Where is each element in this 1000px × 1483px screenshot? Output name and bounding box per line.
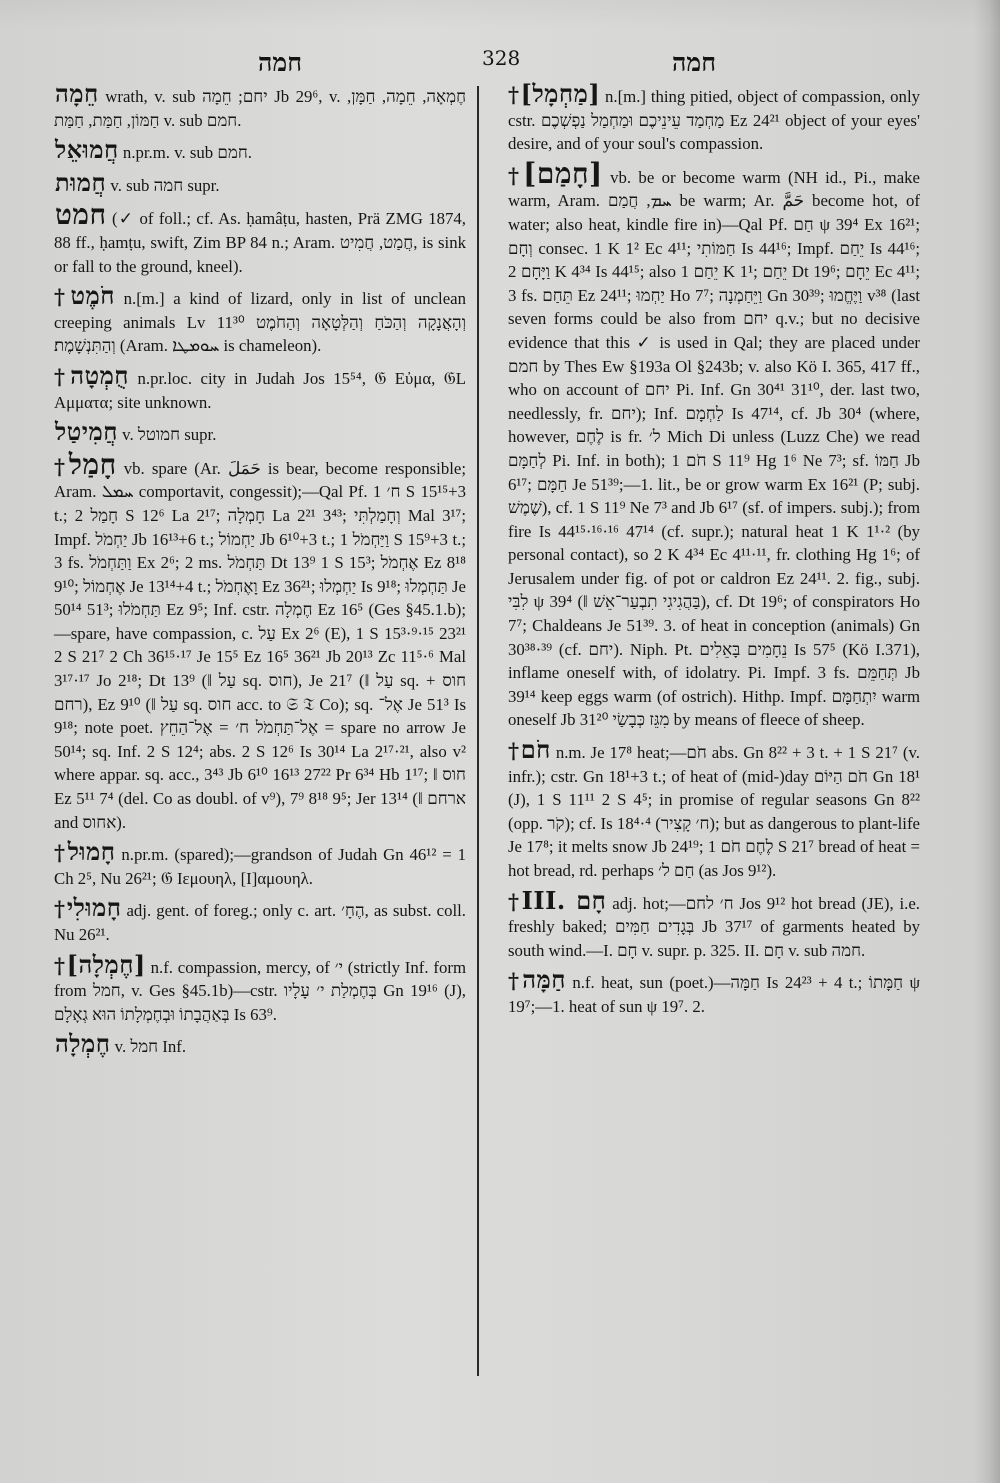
entry-text: n.[m.] a kind of lizard, only in list of unclean creeping animals Lv 11³⁰ וְהָאֲנָקָה וְהַכֹּחַ וְהַלְּטָאָה וְהַחֹמֶט וְהַתִּנְשָׁמֶת׃ (Aram. ܚܘܡܛܐ is chameleon). [54, 289, 466, 356]
headword: III. חָם [521, 885, 607, 915]
running-head-right: חמה [672, 48, 716, 77]
headword: חֲמוּאֵל [55, 135, 119, 165]
entry-text: n.f. heat, sun (poet.)—חַמָּה Is 24²³ + 4 t.; חַמָּתוֹ ψ 19⁷;—1. heat of sun ψ 19⁷. 2. [508, 973, 920, 1016]
dagger-mark: † [508, 888, 521, 914]
headword: חֻמְטָה [70, 360, 129, 390]
headword: חֶמְלָה [55, 1029, 111, 1059]
dagger-mark: † [508, 82, 520, 107]
dagger-mark: † [508, 162, 523, 188]
dagger-mark: † [508, 738, 520, 764]
entry-mahmal [508, 79, 920, 156]
entry-text: wrath, v. sub יחם; חֵמָה Jb 29⁶, v. חֶמְאָה, חֵמָה, חַמָּן, חַמּוֹן, חַמַּת, חַמַּת v. sub חמם. [54, 87, 466, 130]
entry-text: vb. be or become warm (NH id., Pi., make warm, Aram. ܚܡ, חֲמַם be warm; Ar. حَمَّ become hot, of water; also heat, kindle fire in)—Qal Pf. חַם ψ 39⁴ Ex 16²¹; וְחָם consec. 1 K 1² Ec 4¹¹; חַמּוֹתִי Is 44¹⁶; Impf. יֵחַם Is 44¹⁶; וַיָּחָם 2 K 4³⁴ Is 44¹⁵; also יֵחַם 1 K 1¹; יֵחַם Dt 19⁶; יֵחָם Ec 4¹¹; 3 fs. תֵּחַם Ez 24¹¹; יַחְמוּ Ho 7⁷; וַיֵּחַמְנָה Gn 30³⁹; וַיֶּחֱמוּ v³⁸ (last seven forms could be also from יחם q.v.; but no decisive evidence that this ✓ is used in Qal; they are placed under חמם by Thes Ew §193a Ol §243b; v. also Kö I. 365, 417 ff., who on account of יחם Pi. Inf. Gn 30⁴¹ 31¹⁰, der. last two, needlessly, fr. יחם); Inf. לַחְמָם Is 47¹⁴, cf. Jb 30⁴ (where, however, לֶחֶם is fr. ל׳ Mich Di unless (Luzz Che) we read לְחַמָּם Pi. Inf. in both); חֹם 1 S 11⁹ Hg 1⁶ Ne 7³; sf. חַמּוֹ Jb 6¹⁷; חַמָּם Je 51³⁹;—1. lit., be or grow warm Ex 16²¹ (P; subj. שֶׁמֶשׁ), cf. 1 S 11⁹ Ne 7³ and Jb 6¹⁷ (sf. of impers. subj.); from fire Is 44¹⁵·¹⁶·¹⁶ 47¹⁴ (cf. supr.); natural heat 1 K 1¹·² (by personal contact), so 2 K 4³⁴ Ec 4¹¹·¹¹, fr. clothing Hg 1⁶; of Jerusalem under fig. of pot or caldron Ez 24¹¹. 2. fig., subj. לִבִּי ψ 39⁴ (‖ בַּהֲגִיגִי תִבְעַר־אֵשׁ), cf. Dt 19⁶; of conspirators Ho 7⁷; Chaldeans Je 51³⁹. 3. of heat in conception (animals) Gn 30³⁸·³⁹ (cf. יחם). Niph. Pt. נֵחָמִים בָּאֵלִים Is 57⁵ (Kö I.371), inflame oneself with, of idolatry. Pi. Impf. 3 fs. תְּחַמֵּם Jb 39¹⁴ keep eggs warm (of ostrich). Hithp. Impf. יִתְחַמָּם warm oneself Jb 31²⁰ מִגֵּז כְּבָשַׂי by means of fleece of sheep. [508, 167, 921, 730]
running-head-left: חמה [258, 48, 302, 77]
entry-text: n.f. compassion, mercy, of י׳ (strictly Inf. form from חמל, v. Ges §45.1b)—cstr. בְּחֶמְלַת י׳ עָלָיו Gn 19¹⁶ (J), בְּאַהֲבָתוֹ וּבְחֶמְלָתוֹ הוּא גְאָלָם Is 63⁹. [54, 957, 466, 1024]
entry-text: adj. hot;—ח׳ לחם Jos 9¹² hot bread (JE), i.e. freshly baked; בְּגָדִים חַמִּים Jb 37¹⁷ of garments heated by south wind.—I. חָם v. supr. p. 325. II. חָם v. sub חמה. [508, 893, 920, 960]
entry-text: n.pr.loc. city in Judah Jos 15⁵⁴, 𝔊 Εὐμα, 𝔊L Αμματα; site unknown. [54, 368, 466, 412]
entry-hamut [54, 167, 466, 198]
entry-hamam [508, 156, 921, 732]
right-column [508, 79, 921, 1025]
headword: חֲמִיטַל [55, 417, 118, 447]
headword: [מַחְמָל] [520, 79, 601, 108]
entry-text: (✓ of foll.; cf. As. ḥamâṭu, hasten, Prä ZMG 1874, 88 ff., ḥamṭu, swift, Zim BP 84 n.; Aram. חֲמַט, חֲמִיט, is sink or fall to the ground, kneel). [54, 209, 466, 276]
entry-text: n.pr.m. (spared);—grandson of Judah Gn 46¹² = 1 Ch 2⁵, Nu 26²¹; 𝔊 Ιεμουηλ, [Ι]αμουηλ. [54, 845, 466, 888]
entry-text: n.m. Je 17⁸ heat;—חֹם abs. Gn 8²² + 3 t. + 1 S 21⁷ (v. infr.); cstr. Gn 18¹+3 t.; of heat of (mid-)day חֹם הַיּוֹם Gn 18¹ (J), 1 S 11¹¹ 2 S 4⁵; in promise of regular seasons Gn 8²² (opp. קֹר); cf. Is 18⁴·⁴ (ח׳ קָצִיר); but as dangerous to plant-life Je 17⁸; it melts snow Jb 24¹⁹; לֶחֶם חֹם 1 S 21⁷ bread of heat = hot bread, rd. perhaps חַם ל׳ (as Jos 9¹²). [508, 743, 921, 880]
entry-ham-adj [508, 885, 920, 963]
dagger-mark: † [54, 453, 68, 479]
page-shading [0, 0, 1000, 30]
entry-text: n.pr.m. v. sub חמם. [122, 143, 252, 163]
entry-hom [508, 735, 921, 883]
entry-root-hmt [54, 198, 466, 278]
entry-humtah [54, 360, 466, 414]
entry-hammah [508, 965, 920, 1018]
page-edge-shadow [974, 0, 1000, 1483]
entry-hamal [54, 447, 467, 835]
entry-homet [54, 281, 466, 358]
headword: חמט [55, 198, 107, 232]
page-number: 328 [482, 46, 521, 70]
headword: חֹמֶט [70, 281, 115, 311]
entry-text: v. חמוטל supr. [122, 425, 217, 445]
dagger-mark: † [54, 840, 67, 866]
entry-hemlah [54, 949, 466, 1027]
entry-hamuel [54, 135, 466, 165]
entry-hamuli [54, 893, 466, 946]
left-column [54, 79, 467, 1065]
dagger-mark: † [508, 968, 522, 994]
dagger-mark: † [54, 284, 70, 310]
headword: חָמוּלִי [66, 893, 122, 923]
column-rule [477, 86, 479, 1376]
headword: [חָמַם] [523, 156, 603, 190]
entry-text: n.[m.] thing pitied, object of compassion, only cstr. מַחְמַד עֵינֵיכֶם וּמַחְמַל נַפְשְׁכֶם Ez 24²¹ object of your eyes' desire, and of your soul's compassion. [508, 87, 920, 154]
dagger-mark: † [54, 952, 66, 978]
entry-text: adj. gent. of foreg.; only c. art. הֶחָ׳, as subst. coll. Nu 26²¹. [54, 901, 466, 944]
entry-hemah [54, 79, 466, 132]
entry-text: v. sub חמה supr. [110, 175, 220, 195]
headword: [חֶמְלָה] [66, 949, 146, 979]
headword: חֹם [520, 735, 551, 765]
dagger-mark: † [54, 363, 70, 389]
headword: חַמָּה [522, 965, 566, 995]
headword: חָמַל [68, 447, 117, 481]
entry-text: v. חמל Inf. [114, 1037, 187, 1057]
headword: חֵמָה [55, 79, 99, 108]
headword: חֲמוּת [55, 167, 107, 197]
entry-hemlah-inf [54, 1029, 466, 1059]
headword: חָמוּל [67, 837, 116, 867]
dagger-mark: † [54, 896, 66, 922]
entry-text: vb. spare (Ar. حَمَلَ is bear, become responsible; Aram. ܚܡܠ comportavit, congessit);—Qal Pf. ח׳ 1 S 15¹⁵+3 t.; חָמַל 2 S 12⁶ La 2¹⁷; חָמְלָה La 2²¹ 3⁴³; וְחָמַלְתִּי Mal 3¹⁷; Impf. יַחְמֹל Jb 16¹³+6 t.; יַחְמוֹל Jb 6¹⁰+3 t.; וַיַּחְמֹל 1 S 15⁹+3 t.; 3 fs. וַתַּחְמֹל Ex 2⁶; 2 ms. תַּחְמֹל Dt 13⁹ 1 S 15³; אֶחְמֹל Ez 8¹⁸ 9¹⁰; אֶחְמוֹל Je 13¹⁴+4 t.; וָאֶחְמֹל Ez 36²¹; יַחְמְלוּ Is 9¹⁸; תַּחְמְלוּ Je 50¹⁴ 51³; תַּחְמֹלוּ Ez 9⁵; Inf. cstr. חֶמְלָה Ez 16⁵ (Ges §45.1.b);—spare, have compassion, c. עַל Ex 2⁶ (E), 1 S 15³·⁹·¹⁵ 23²¹ 2 S 21⁷ 2 Ch 36¹⁵·¹⁷ Je 15⁵ Ez 16⁵ 36²¹ Jb 20¹³ Zc 11⁵·⁶ Mal 3¹⁷·¹⁷ Jo 2¹⁸; Dt 13⁹ (‖ עַל sq. חוס), Je 21⁷ (‖ עַל sq. חוס + רחם), Ez 9¹⁰ (‖ עַל sq. חוס acc. to 𝔖 𝔗 Co); sq. אֶל־ Je 51³ Is 9¹⁸; note poet. אֶל־תַּחְמֹל ח׳ = אֶל־הַחֵץ = spare no arrow Je 50¹⁴; sq. Inf. 2 S 12⁴; abs. 2 S 12⁶ Is 30¹⁴ La 2¹⁷·²¹, also v² where appar. sq. acc., 3⁴³ Jb 6¹⁰ 16¹³ 27²² Pr 6³⁴ Hb 1¹⁷; ‖ חוס Ez 5¹¹ 7⁴ (del. Co as doubl. of v⁹), 7⁹ 8¹⁸ 9⁵; Jer 13¹⁴ (‖ ארחם and אחוס). [54, 458, 467, 832]
entry-hamul [54, 837, 466, 890]
entry-hamital [54, 417, 466, 447]
